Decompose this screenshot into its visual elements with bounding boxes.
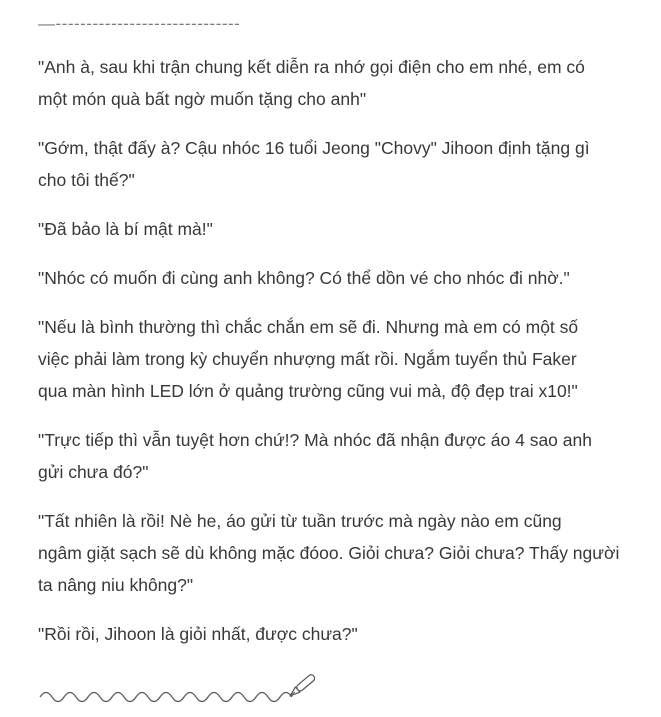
story-paragraph: "Trực tiếp thì vẫn tuyệt hơn chứ!? Mà nhóc đã nhận được áo 4 sao anh gửi chưa đó?": [38, 430, 592, 482]
wavy-line: [38, 667, 338, 707]
story-paragraph: "Gớm, thật đấy à? Cậu nhóc 16 tuổi Jeong "Chovy" Jihoon định tặng gì cho tôi thế?": [38, 138, 590, 190]
pen-icon: [288, 673, 316, 698]
dashed-divider: —------------------------------: [38, 14, 241, 33]
story-paragraph: "Rồi rồi, Jihoon là giỏi nhất, được chưa?": [38, 624, 358, 644]
story-paragraph: "Đã bảo là bí mật mà!": [38, 219, 213, 239]
story-paragraph: "Nếu là bình thường thì chắc chắn em sẽ đi. Nhưng mà em có một số việc phải làm trong kỳ chuyển nhượng mất rồi. Ngắm tuyển thủ Faker qua màn hình LED lớn ở quảng trường cũng vui mà, độ đẹp trai x10!": [38, 317, 579, 401]
story-paragraph: "Anh à, sau khi trận chung kết diễn ra nhớ gọi điện cho em nhé, em có một món quà bất ngờ muốn tặng cho anh": [38, 57, 585, 109]
story-paragraph: "Nhóc có muốn đi cùng anh không? Có thể dồn vé cho nhóc đi nhờ.": [38, 268, 570, 288]
scene-divider: [38, 667, 647, 707]
story-paragraph: "Tất nhiên là rồi! Nè he, áo gửi từ tuần trước mà ngày nào em cũng ngâm giặt sạch sẽ dù không mặc đóoo. Giỏi chưa? Giỏi chưa? Thấy người ta nâng niu không?": [38, 511, 620, 595]
